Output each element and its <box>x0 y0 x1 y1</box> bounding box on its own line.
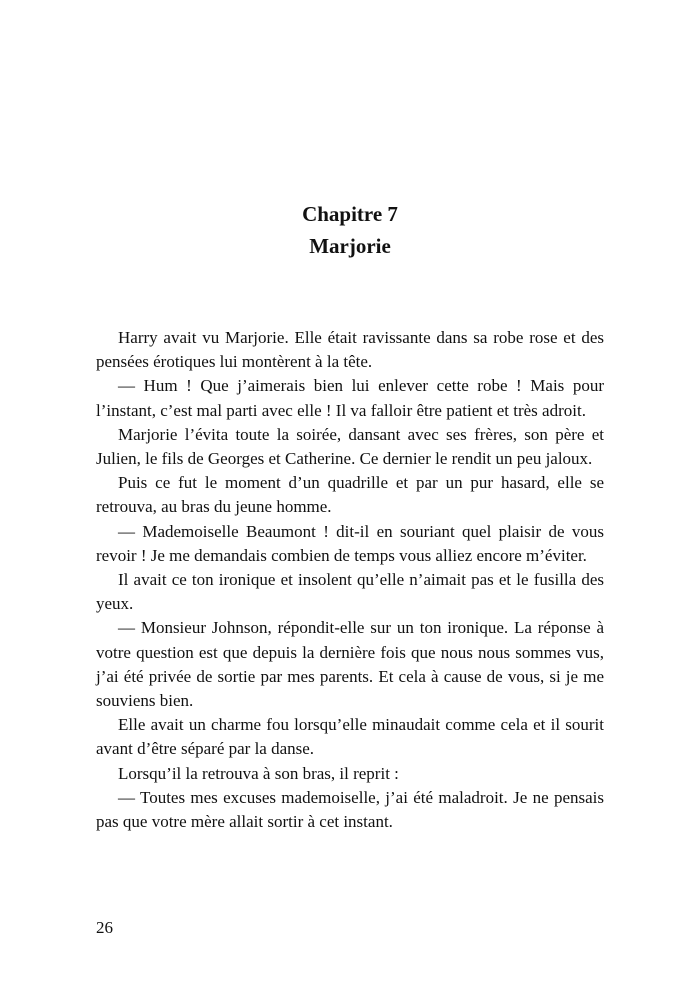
paragraph: Elle avait un charme fou lorsqu’elle minaudait comme cela et il sourit avant d’être séparé par la danse. <box>96 715 604 759</box>
chapter-title: Marjorie <box>309 234 391 258</box>
chapter-heading <box>0 198 700 262</box>
paragraph: — Monsieur Johnson, répondit-elle sur un ton ironique. La réponse à votre question est que depuis la dernière fois que nous nous sommes vus, j’ai été privée de sortie par mes parents. Et cela à cause de vous, si je me souviens bien. <box>96 618 604 711</box>
paragraph: — Toutes mes excuses mademoiselle, j’ai été maladroit. Je ne pensais pas que votre mère allait sortir à cet instant. <box>96 787 604 832</box>
paragraph: Il avait ce ton ironique et insolent qu’elle n’aimait pas et le fusilla des yeux. <box>96 570 604 614</box>
paragraph: Puis ce fut le moment d’un quadrille et par un pur hasard, elle se retrouva, au bras du jeune homme. <box>96 473 604 517</box>
page-number: 26 <box>96 918 113 937</box>
chapter-number: Chapitre 7 <box>302 202 398 226</box>
paragraph: Lorsqu’il la retrouva à son bras, il reprit : <box>118 763 399 783</box>
paragraph: Marjorie l’évita toute la soirée, dansant avec ses frères, son père et Julien, le fils de Georges et Catherine. Ce dernier le rendit un peu jaloux. <box>96 424 604 469</box>
paragraph: — Hum ! Que j’aimerais bien lui enlever cette robe ! Mais pour l’instant, c’est mal parti avec elle ! Il va falloir être patient et très adroit. <box>96 376 604 420</box>
paragraph: — Mademoiselle Beaumont ! dit-il en souriant quel plaisir de vous revoir ! Je me demandais combien de temps vous alliez encore m’éviter. <box>96 521 604 565</box>
paragraph: Harry avait vu Marjorie. Elle était ravissante dans sa robe rose et des pensées érotiques lui montèrent à la tête. <box>96 328 604 372</box>
body-text <box>96 326 604 834</box>
